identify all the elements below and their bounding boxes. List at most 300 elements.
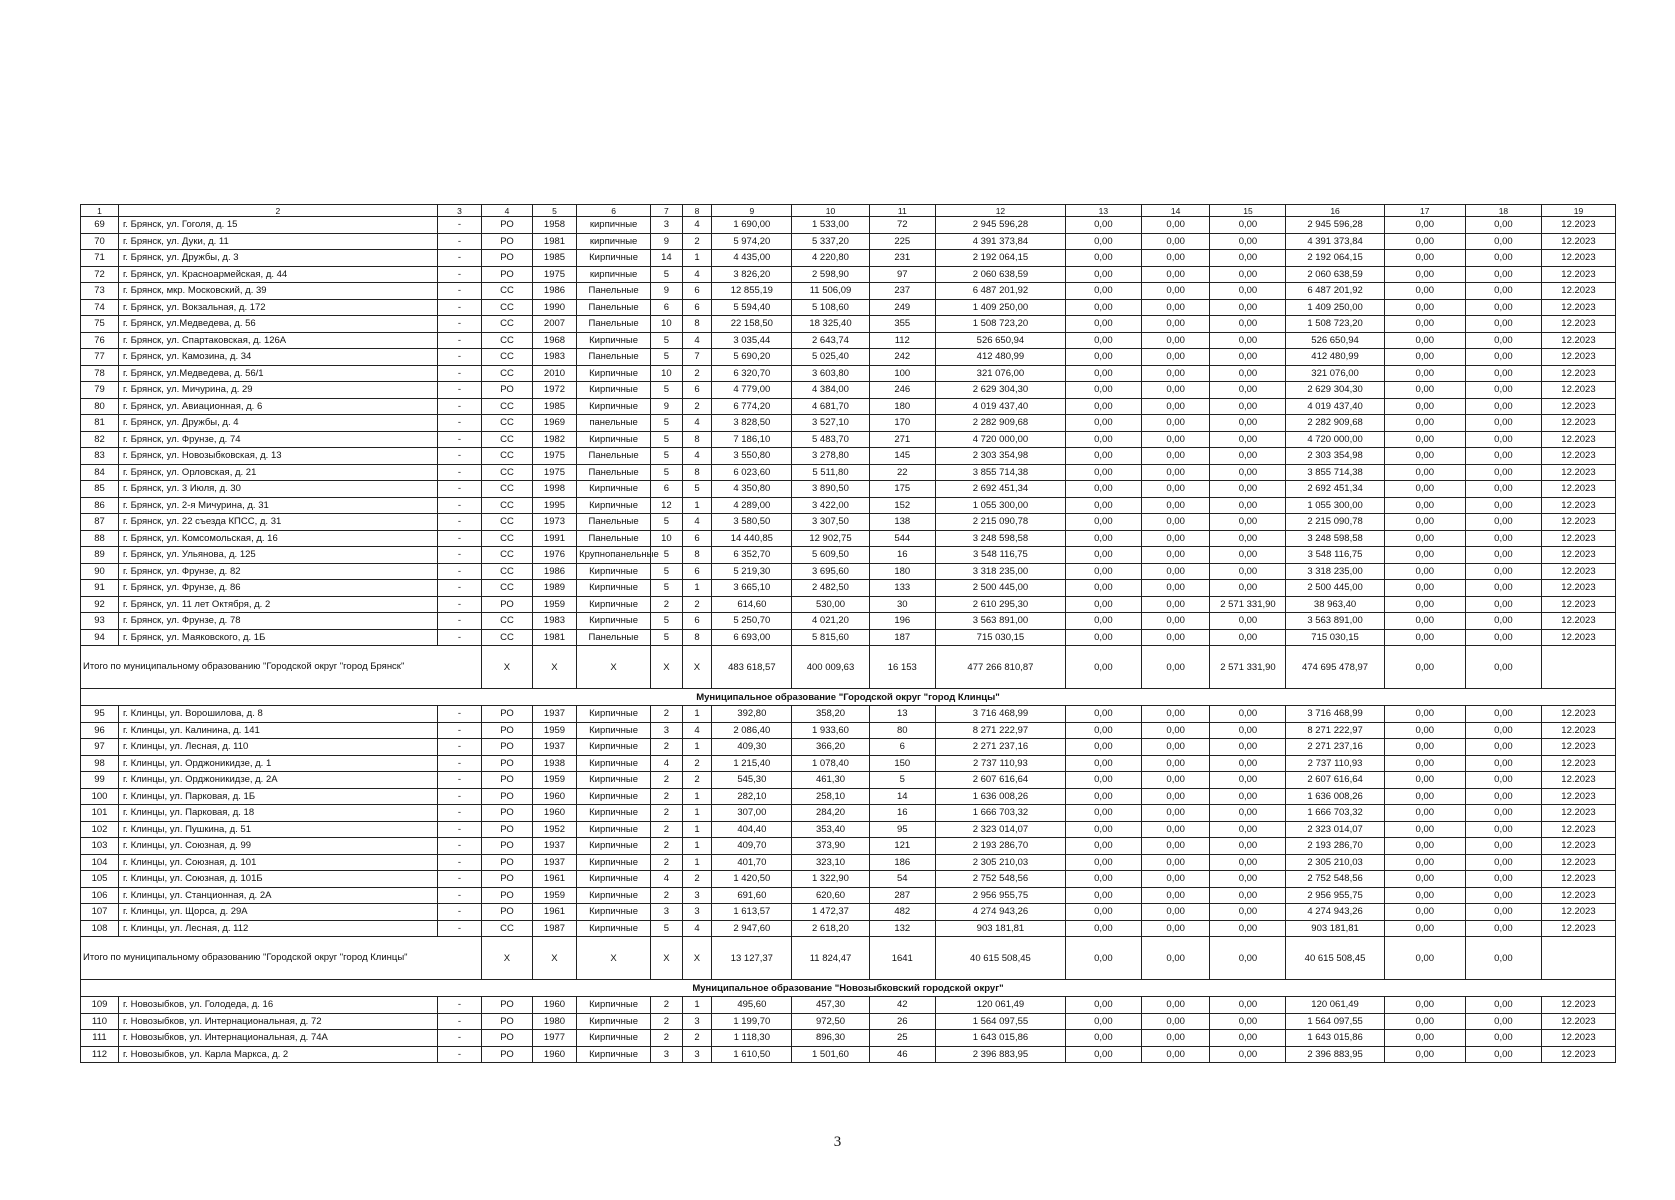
table-cell: 0,00 xyxy=(1065,382,1141,399)
table-cell: 12.2023 xyxy=(1541,217,1615,234)
table-cell: 97 xyxy=(869,266,936,283)
table-cell: 132 xyxy=(869,920,936,937)
table-cell: 103 xyxy=(81,838,119,855)
table-cell: 0,00 xyxy=(1384,481,1465,498)
table-cell: 2 215 090,78 xyxy=(1286,514,1384,531)
table-cell: 3 xyxy=(682,887,712,904)
table-cell: 0,00 xyxy=(1141,920,1210,937)
table-cell: 1 409 250,00 xyxy=(1286,299,1384,316)
table-cell: 13 xyxy=(869,706,936,723)
table-cell: 321 076,00 xyxy=(936,365,1066,382)
table-cell: 1980 xyxy=(532,1013,576,1030)
table-row xyxy=(81,481,1616,498)
table-cell: Кирпичные xyxy=(577,497,651,514)
table-cell: 0,00 xyxy=(1065,1046,1141,1063)
table-cell: 1960 xyxy=(532,805,576,822)
table-row xyxy=(81,464,1616,481)
table-cell: г. Брянск, ул. Фрунзе, д. 78 xyxy=(119,613,438,630)
table-cell: 5 xyxy=(651,464,683,481)
table-cell: X xyxy=(482,937,533,980)
table-cell: 321 076,00 xyxy=(1286,365,1384,382)
table-cell: СС xyxy=(482,497,533,514)
table-cell: 17 xyxy=(1384,205,1465,217)
table-cell: 0,00 xyxy=(1141,365,1210,382)
table-cell: 81 xyxy=(81,415,119,432)
table-cell: 92 xyxy=(81,596,119,613)
table-cell: 0,00 xyxy=(1141,1013,1210,1030)
table-cell: - xyxy=(437,739,481,756)
table-cell: 138 xyxy=(869,514,936,531)
table-cell: 0,00 xyxy=(1384,283,1465,300)
table-row xyxy=(81,871,1616,888)
table-cell: 0,00 xyxy=(1065,838,1141,855)
table-cell: г. Новозыбков, ул. Карла Маркса, д. 2 xyxy=(119,1046,438,1063)
table-cell: 0,00 xyxy=(1065,613,1141,630)
table-cell: 5 974,20 xyxy=(712,233,792,250)
table-cell: 0,00 xyxy=(1384,706,1465,723)
table-cell: РО xyxy=(482,772,533,789)
table-cell: 0,00 xyxy=(1465,349,1541,366)
table-cell: 0,00 xyxy=(1141,596,1210,613)
table-cell: 0,00 xyxy=(1384,398,1465,415)
table-cell: - xyxy=(437,1030,481,1047)
table-cell: 0,00 xyxy=(1465,530,1541,547)
table-cell: 4 779,00 xyxy=(712,382,792,399)
table-cell: 530,00 xyxy=(792,596,869,613)
table-cell: 2 xyxy=(651,788,683,805)
table-cell: 1 xyxy=(682,250,712,267)
table-cell: 0,00 xyxy=(1465,547,1541,564)
table-cell: 3 318 235,00 xyxy=(936,563,1066,580)
table-cell: - xyxy=(437,415,481,432)
table-cell: 2 xyxy=(682,772,712,789)
table-cell: 5 xyxy=(651,547,683,564)
table-cell: 95 xyxy=(81,706,119,723)
table-cell: 8 xyxy=(682,431,712,448)
table-cell: Кирпичные xyxy=(577,563,651,580)
table-cell: РО xyxy=(482,904,533,921)
table-cell: 0,00 xyxy=(1065,772,1141,789)
table-cell: РО xyxy=(482,788,533,805)
table-cell: Кирпичные xyxy=(577,1046,651,1063)
table-cell: 0,00 xyxy=(1065,332,1141,349)
table-cell: 1 xyxy=(682,854,712,871)
table-cell: - xyxy=(437,431,481,448)
table-cell: 3 422,00 xyxy=(792,497,869,514)
table-cell: 4 384,00 xyxy=(792,382,869,399)
table-cell: 2 xyxy=(682,398,712,415)
table-cell: 0,00 xyxy=(1065,920,1141,937)
table-cell: СС xyxy=(482,629,533,646)
table-cell: 0,00 xyxy=(1465,464,1541,481)
table-cell: 0,00 xyxy=(1065,755,1141,772)
table-cell: 14 xyxy=(651,250,683,267)
table-cell: 1937 xyxy=(532,739,576,756)
table-cell: г. Брянск, ул. Дуки, д. 11 xyxy=(119,233,438,250)
table-cell: 0,00 xyxy=(1210,613,1286,630)
table-cell: - xyxy=(437,838,481,855)
table-cell: 0,00 xyxy=(1465,613,1541,630)
table-cell: г. Клинцы, ул. Станционная, д. 2А xyxy=(119,887,438,904)
table-cell: 1986 xyxy=(532,283,576,300)
table-cell: 101 xyxy=(81,805,119,822)
table-cell: 1 636 008,26 xyxy=(936,788,1066,805)
table-cell: 25 xyxy=(869,1030,936,1047)
table-cell: 1959 xyxy=(532,887,576,904)
table-cell: 1937 xyxy=(532,706,576,723)
table-cell: г. Брянск, ул. Фрунзе, д. 86 xyxy=(119,580,438,597)
table-cell: 6 023,60 xyxy=(712,464,792,481)
table-cell: 12.2023 xyxy=(1541,431,1615,448)
table-cell: 3 603,80 xyxy=(792,365,869,382)
table-cell: 12.2023 xyxy=(1541,398,1615,415)
table-cell: 5 xyxy=(651,382,683,399)
table-cell: 1 xyxy=(682,580,712,597)
table-cell: - xyxy=(437,299,481,316)
table-row xyxy=(81,365,1616,382)
table-cell: 1 666 703,32 xyxy=(936,805,1066,822)
table-cell: 86 xyxy=(81,497,119,514)
table-cell: 1 xyxy=(81,205,119,217)
table-cell: 0,00 xyxy=(1210,706,1286,723)
table-cell: 12.2023 xyxy=(1541,283,1615,300)
table-cell: 5 xyxy=(532,205,576,217)
table-cell: 0,00 xyxy=(1384,1046,1465,1063)
table-row xyxy=(81,349,1616,366)
table-cell: 180 xyxy=(869,563,936,580)
table-cell: 13 xyxy=(1065,205,1141,217)
table-cell: РО xyxy=(482,887,533,904)
total-row xyxy=(81,937,1616,980)
table-cell: Кирпичные xyxy=(577,398,651,415)
table-cell: 1 xyxy=(682,838,712,855)
table-cell: 7 186,10 xyxy=(712,431,792,448)
table-cell: 12.2023 xyxy=(1541,448,1615,465)
table-cell: Итого по муниципальному образованию "Городской округ "город Брянск" xyxy=(81,646,482,689)
table-cell: СС xyxy=(482,580,533,597)
table-cell: г. Брянск, ул. Дружбы, д. 3 xyxy=(119,250,438,267)
table-cell: 1959 xyxy=(532,596,576,613)
table-cell: 12.2023 xyxy=(1541,1013,1615,1030)
table-cell: 1 420,50 xyxy=(712,871,792,888)
table-cell: 12.2023 xyxy=(1541,580,1615,597)
table-cell: 4 xyxy=(682,415,712,432)
table-cell: 0,00 xyxy=(1210,920,1286,937)
table-cell: г. Брянск, ул. Орловская, д. 21 xyxy=(119,464,438,481)
table-cell: г. Брянск, ул.Медведева, д. 56/1 xyxy=(119,365,438,382)
table-cell: 0,00 xyxy=(1210,332,1286,349)
table-row xyxy=(81,904,1616,921)
table-cell: 3 xyxy=(682,1046,712,1063)
table-cell: 112 xyxy=(81,1046,119,1063)
table-cell: СС xyxy=(482,563,533,580)
table-row xyxy=(81,706,1616,723)
table-cell: - xyxy=(437,250,481,267)
table-cell: 526 650,94 xyxy=(1286,332,1384,349)
table-cell: 0,00 xyxy=(1141,1030,1210,1047)
table-cell: 0,00 xyxy=(1384,629,1465,646)
table-cell: 477 266 810,87 xyxy=(936,646,1066,689)
table-cell: - xyxy=(437,788,481,805)
table-cell: 0,00 xyxy=(1065,415,1141,432)
table-cell: 4 681,70 xyxy=(792,398,869,415)
table-cell: 0,00 xyxy=(1210,997,1286,1014)
table-cell: г. Клинцы, ул. Щорса, д. 29А xyxy=(119,904,438,921)
table-cell: 5 511,80 xyxy=(792,464,869,481)
table-cell: 0,00 xyxy=(1065,547,1141,564)
table-cell: 2 xyxy=(651,821,683,838)
table-cell: 2 752 548,56 xyxy=(936,871,1066,888)
table-cell: 0,00 xyxy=(1065,805,1141,822)
table-cell: - xyxy=(437,316,481,333)
table-cell: 2 303 354,98 xyxy=(1286,448,1384,465)
table-cell: 0,00 xyxy=(1384,646,1465,689)
table-cell: 120 061,49 xyxy=(1286,997,1384,1014)
table-cell: 0,00 xyxy=(1065,250,1141,267)
table-cell: 15 xyxy=(1210,205,1286,217)
table-cell: 1 xyxy=(682,821,712,838)
table-cell: 0,00 xyxy=(1065,530,1141,547)
table-cell: - xyxy=(437,755,481,772)
table-cell: - xyxy=(437,596,481,613)
table-cell: 4 xyxy=(682,722,712,739)
table-cell: 0,00 xyxy=(1210,448,1286,465)
table-cell: 3 xyxy=(437,205,481,217)
section-title-row xyxy=(81,689,1616,706)
table-cell: 0,00 xyxy=(1210,788,1286,805)
table-cell: 2 571 331,90 xyxy=(1210,646,1286,689)
table-cell: 1975 xyxy=(532,266,576,283)
table-cell: 102 xyxy=(81,821,119,838)
table-cell: 0,00 xyxy=(1384,1030,1465,1047)
table-cell: 0,00 xyxy=(1141,233,1210,250)
table-cell: 0,00 xyxy=(1210,1013,1286,1030)
table-cell: 2 xyxy=(119,205,438,217)
table-cell: РО xyxy=(482,871,533,888)
table-cell: 0,00 xyxy=(1384,547,1465,564)
table-cell: 1 610,50 xyxy=(712,1046,792,1063)
table-cell: г. Клинцы, ул. Орджоникидзе, д. 1 xyxy=(119,755,438,772)
table-cell: 2 629 304,30 xyxy=(936,382,1066,399)
table-cell: X xyxy=(482,646,533,689)
table-cell: 0,00 xyxy=(1141,821,1210,838)
table-cell: Кирпичные xyxy=(577,854,651,871)
table-cell: 0,00 xyxy=(1141,1046,1210,1063)
table-cell: 0,00 xyxy=(1384,997,1465,1014)
table-cell: 0,00 xyxy=(1210,233,1286,250)
table-cell: 1938 xyxy=(532,755,576,772)
table-cell: 1 xyxy=(682,497,712,514)
table-cell: 1985 xyxy=(532,398,576,415)
table-cell: 12.2023 xyxy=(1541,266,1615,283)
table-cell: 620,60 xyxy=(792,887,869,904)
table-cell: 72 xyxy=(81,266,119,283)
table-cell: 0,00 xyxy=(1465,365,1541,382)
table-cell: 1 472,37 xyxy=(792,904,869,921)
table-cell: 4 019 437,40 xyxy=(1286,398,1384,415)
table-cell: 544 xyxy=(869,530,936,547)
table-cell: 2 xyxy=(651,772,683,789)
table-cell: 0,00 xyxy=(1065,788,1141,805)
table-cell: 0,00 xyxy=(1384,266,1465,283)
table-cell: г. Клинцы, ул. Лесная, д. 112 xyxy=(119,920,438,937)
table-cell: 0,00 xyxy=(1210,250,1286,267)
repair-program-table xyxy=(80,204,1616,1063)
table-cell: г. Клинцы, ул. Союзная, д. 101 xyxy=(119,854,438,871)
table-cell: 12.2023 xyxy=(1541,838,1615,855)
table-cell: - xyxy=(437,481,481,498)
table-cell: 0,00 xyxy=(1210,382,1286,399)
table-cell: Кирпичные xyxy=(577,365,651,382)
table-row xyxy=(81,266,1616,283)
table-cell: - xyxy=(437,805,481,822)
table-cell: 3 307,50 xyxy=(792,514,869,531)
table-cell: 38 963,40 xyxy=(1286,596,1384,613)
table-cell: 76 xyxy=(81,332,119,349)
table-cell: 0,00 xyxy=(1065,997,1141,1014)
table-cell: 0,00 xyxy=(1465,497,1541,514)
table-cell: 0,00 xyxy=(1465,563,1541,580)
table-cell: 0,00 xyxy=(1384,415,1465,432)
table-cell: 0,00 xyxy=(1210,398,1286,415)
document-sheet xyxy=(80,204,1616,1063)
table-cell: 1 508 723,20 xyxy=(936,316,1066,333)
table-cell: 1973 xyxy=(532,514,576,531)
table-cell: 12.2023 xyxy=(1541,365,1615,382)
table-row xyxy=(81,283,1616,300)
table-cell: 2 xyxy=(682,596,712,613)
table-row xyxy=(81,580,1616,597)
table-cell: 4 274 943,26 xyxy=(1286,904,1384,921)
table-cell: 0,00 xyxy=(1465,514,1541,531)
table-cell: 2 282 909,68 xyxy=(936,415,1066,432)
table-cell: 0,00 xyxy=(1141,788,1210,805)
table-cell: г. Брянск, ул. Гоголя, д. 15 xyxy=(119,217,438,234)
table-cell: 0,00 xyxy=(1210,365,1286,382)
table-cell: 1959 xyxy=(532,772,576,789)
table-cell: 1961 xyxy=(532,904,576,921)
table-cell: 1 xyxy=(682,997,712,1014)
table-cell: 150 xyxy=(869,755,936,772)
table-cell: кирпичные xyxy=(577,217,651,234)
table-cell: 0,00 xyxy=(1210,299,1286,316)
table-cell: 0,00 xyxy=(1384,250,1465,267)
table-cell: г. Брянск, ул. 3 Июля, д. 30 xyxy=(119,481,438,498)
table-cell: 0,00 xyxy=(1210,838,1286,855)
table-cell: 0,00 xyxy=(1210,349,1286,366)
table-cell: 71 xyxy=(81,250,119,267)
table-cell: 225 xyxy=(869,233,936,250)
table-cell: 0,00 xyxy=(1210,805,1286,822)
table-cell: 0,00 xyxy=(1465,332,1541,349)
table-cell: 70 xyxy=(81,233,119,250)
table-cell: Панельные xyxy=(577,530,651,547)
table-cell: 12.2023 xyxy=(1541,382,1615,399)
table-cell: г. Клинцы, ул. Ворошилова, д. 8 xyxy=(119,706,438,723)
table-cell: 2 500 445,00 xyxy=(1286,580,1384,597)
table-cell: 3 278,80 xyxy=(792,448,869,465)
table-cell: 0,00 xyxy=(1465,805,1541,822)
table-cell: РО xyxy=(482,382,533,399)
section-title-row xyxy=(81,980,1616,997)
table-cell: г. Клинцы, ул. Союзная, д. 99 xyxy=(119,838,438,855)
table-cell: РО xyxy=(482,838,533,855)
table-cell: 6 xyxy=(682,613,712,630)
table-cell: 691,60 xyxy=(712,887,792,904)
table-cell: 0,00 xyxy=(1210,821,1286,838)
table-cell: 0,00 xyxy=(1141,299,1210,316)
table-cell: 120 061,49 xyxy=(936,997,1066,1014)
table-cell: 12.2023 xyxy=(1541,788,1615,805)
table-cell: 2 192 064,15 xyxy=(936,250,1066,267)
table-cell: 6 xyxy=(651,481,683,498)
table-cell: 16 153 xyxy=(869,646,936,689)
table-cell: 2 xyxy=(682,233,712,250)
table-cell: 0,00 xyxy=(1141,887,1210,904)
table-cell: - xyxy=(437,283,481,300)
table-cell: Муниципальное образование "Городской округ "город Клинцы" xyxy=(81,689,1616,706)
table-cell: 12.2023 xyxy=(1541,706,1615,723)
table-cell: 187 xyxy=(869,629,936,646)
table-cell: 2 060 638,59 xyxy=(1286,266,1384,283)
table-cell: 0,00 xyxy=(1141,871,1210,888)
table-cell: 94 xyxy=(81,629,119,646)
table-cell: г. Клинцы, ул. Пушкина, д. 51 xyxy=(119,821,438,838)
table-cell: 231 xyxy=(869,250,936,267)
table-cell: 12.2023 xyxy=(1541,596,1615,613)
table-cell: 0,00 xyxy=(1210,563,1286,580)
table-cell: 0,00 xyxy=(1065,349,1141,366)
table-cell: 12.2023 xyxy=(1541,464,1615,481)
table-cell: 8 xyxy=(682,464,712,481)
table-cell: 0,00 xyxy=(1210,887,1286,904)
table-cell: 12.2023 xyxy=(1541,887,1615,904)
table-cell: 0,00 xyxy=(1384,887,1465,904)
table-cell: г. Брянск, ул. Фрунзе, д. 74 xyxy=(119,431,438,448)
table-row xyxy=(81,415,1616,432)
table-cell: Панельные xyxy=(577,316,651,333)
table-cell: - xyxy=(437,1013,481,1030)
table-row xyxy=(81,497,1616,514)
table-cell: 482 xyxy=(869,904,936,921)
table-cell: 5 xyxy=(651,920,683,937)
table-cell: 12.2023 xyxy=(1541,316,1615,333)
table-cell: 0,00 xyxy=(1465,937,1541,980)
table-cell: 6 xyxy=(682,299,712,316)
table-cell: 186 xyxy=(869,854,936,871)
table-cell: 12.2023 xyxy=(1541,739,1615,756)
table-cell: 12 xyxy=(936,205,1066,217)
table-cell: 1 501,60 xyxy=(792,1046,869,1063)
table-cell: г. Брянск, ул. Мичурина, д. 29 xyxy=(119,382,438,399)
table-cell: 10 xyxy=(651,316,683,333)
table-cell: 2 xyxy=(682,755,712,772)
table-cell: 0,00 xyxy=(1465,887,1541,904)
table-cell: 2 482,50 xyxy=(792,580,869,597)
table-cell: 2 271 237,16 xyxy=(936,739,1066,756)
table-cell: 6 xyxy=(682,530,712,547)
table-cell: 100 xyxy=(81,788,119,805)
table-cell: 0,00 xyxy=(1065,722,1141,739)
table-cell: 4 xyxy=(682,514,712,531)
table-cell: РО xyxy=(482,1046,533,1063)
table-cell: 2 215 090,78 xyxy=(936,514,1066,531)
table-cell: 3 716 468,99 xyxy=(1286,706,1384,723)
table-cell: 100 xyxy=(869,365,936,382)
table-cell: 0,00 xyxy=(1141,266,1210,283)
table-row xyxy=(81,514,1616,531)
table-cell: 401,70 xyxy=(712,854,792,871)
